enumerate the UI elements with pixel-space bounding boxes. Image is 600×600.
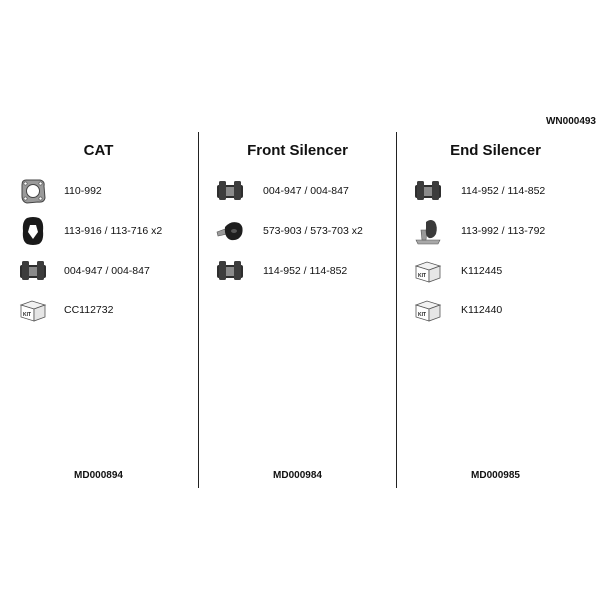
column-title: Front Silencer xyxy=(247,142,348,159)
part-number: 114-952 / 114-852 xyxy=(263,265,348,277)
part-number: 113-992 / 113-792 xyxy=(461,225,546,237)
rubber-ring-icon xyxy=(18,216,48,246)
part-item xyxy=(397,176,594,206)
column-title: CAT xyxy=(83,142,114,159)
clamp-icon xyxy=(413,176,443,206)
part-item xyxy=(0,256,197,286)
part-item xyxy=(199,176,396,206)
part-item xyxy=(199,256,396,286)
kit-box-label: KIT xyxy=(417,273,427,279)
clamp-icon xyxy=(215,256,245,286)
column-cat xyxy=(0,132,197,488)
part-item xyxy=(0,216,197,246)
kit-box-label: KIT xyxy=(417,312,427,318)
part-number: 110-992 xyxy=(64,185,102,197)
part-number: K112445 xyxy=(461,265,503,277)
kit-box-icon xyxy=(413,295,443,325)
part-number: 573-903 / 573-703 x2 xyxy=(263,225,363,237)
column-code: MD000894 xyxy=(74,470,123,481)
column-code: MD000984 xyxy=(273,470,322,481)
clamp-icon xyxy=(18,256,48,286)
column-front-silencer xyxy=(198,132,396,488)
gasket-icon xyxy=(18,176,48,206)
part-number: 113-916 / 113-716 x2 xyxy=(64,225,163,237)
kit-box-icon xyxy=(413,256,443,286)
part-item xyxy=(397,295,594,325)
column-title: End Silencer xyxy=(450,142,541,159)
part-number: 114-952 / 114-852 xyxy=(461,185,546,197)
part-number: CC112732 xyxy=(64,304,114,316)
kit-box-label: KIT xyxy=(22,312,32,318)
part-item xyxy=(397,256,594,286)
part-item xyxy=(0,176,197,206)
column-code: MD000985 xyxy=(471,470,520,481)
part-item xyxy=(397,216,594,246)
bracket-mount-icon xyxy=(413,216,443,246)
reference-code: WN000493 xyxy=(545,116,596,127)
part-number: K112440 xyxy=(461,304,503,316)
part-item xyxy=(0,295,197,325)
clamp-icon xyxy=(215,176,245,206)
part-item xyxy=(199,216,396,246)
column-end-silencer xyxy=(396,132,594,488)
part-number: 004-947 / 004-847 xyxy=(64,265,150,277)
kit-box-icon xyxy=(18,295,48,325)
part-number: 004-947 / 004-847 xyxy=(263,185,349,197)
rubber-mount-icon xyxy=(215,216,245,246)
